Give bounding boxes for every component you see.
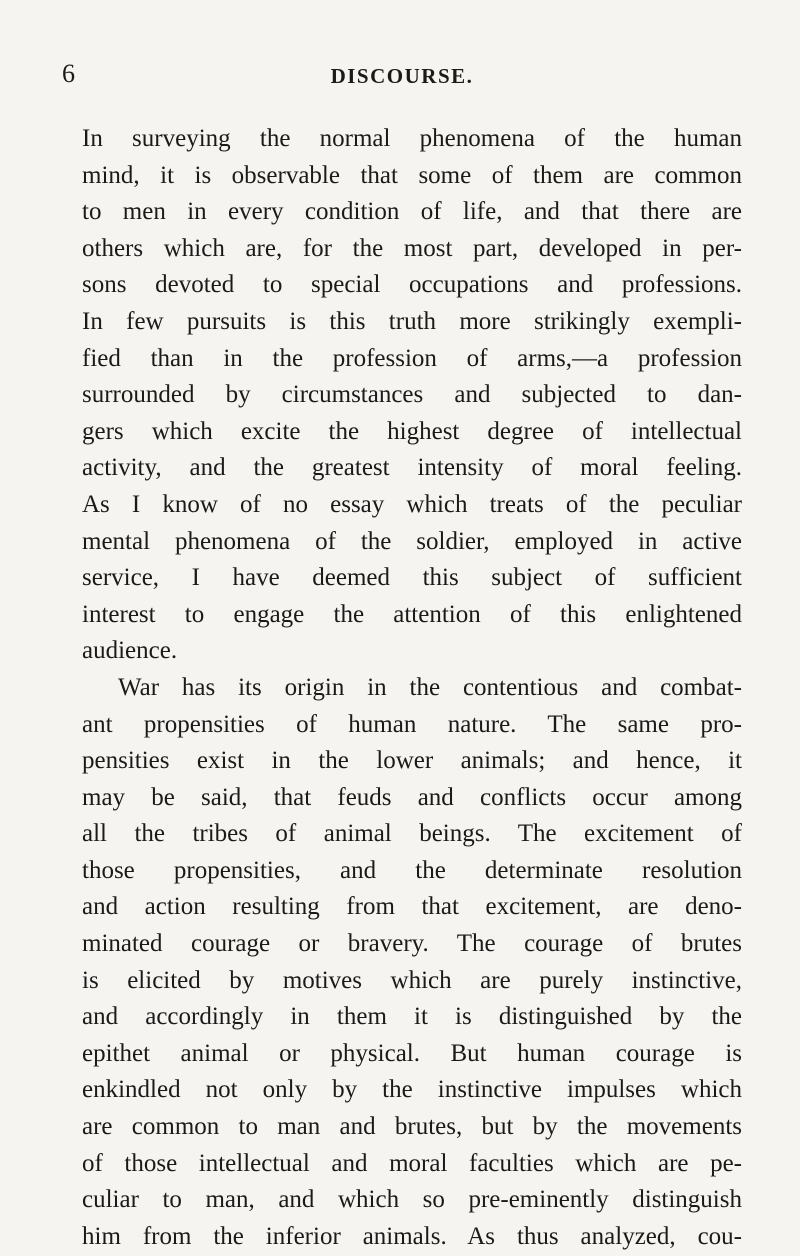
text-line: surrounded by circumstances and subjected to dan- [82, 381, 742, 409]
text-line: are common to man and brutes, but by the movements [82, 1113, 742, 1141]
running-header [62, 60, 742, 96]
text-line: ant propensities of human nature. The same pro- [82, 710, 742, 738]
body-text [82, 121, 742, 1255]
text-line: and action resulting from that excitement, are deno- [82, 893, 742, 921]
text-line: War has its origin in the contentious and combat- [118, 673, 742, 701]
text-line: activity, and the greatest intensity of moral feeling. [82, 454, 742, 482]
text-line: mental phenomena of the soldier, employed in active [82, 527, 742, 555]
text-line: In surveying the normal phenomena of the human [82, 125, 742, 152]
paragraph-1 [82, 121, 742, 670]
text-line: those propensities, and the determinate resolution [82, 856, 742, 884]
text-line: all the tribes of animal beings. The excitement of [82, 820, 742, 848]
text-line: him from the inferior animals. As thus analyzed, cou- [82, 1222, 742, 1250]
text-line: As I know of no essay which treats of the peculiar [82, 490, 742, 518]
paragraph-2 [82, 670, 742, 1256]
text-line: audience. [82, 637, 178, 665]
text-line: mind, it is observable that some of them are common [82, 161, 742, 189]
text-line: epithet animal or physical. But human courage is [82, 1039, 742, 1067]
text-line: service, I have deemed this subject of sufficient [82, 564, 742, 592]
page-number: 6 [62, 59, 75, 88]
text-line: In few pursuits is this truth more strikingly exempli- [82, 307, 742, 335]
text-line: may be said, that feuds and conflicts occur among [82, 783, 742, 811]
text-line: culiar to man, and which so pre-eminently distinguish [82, 1186, 742, 1214]
text-line: pensities exist in the lower animals; and hence, it [82, 747, 742, 775]
text-line: interest to engage the attention of this enlightened [82, 600, 742, 628]
header-title: DISCOURSE. [330, 64, 474, 88]
text-line: enkindled not only by the instinctive impulses which [82, 1076, 742, 1104]
text-line: minated courage or bravery. The courage of brutes [82, 930, 742, 958]
text-line: fied than in the profession of arms,—a profession [82, 344, 742, 372]
text-line: sons devoted to special occupations and professions. [82, 271, 742, 299]
text-line: others which are, for the most part, developed in per- [82, 234, 742, 262]
text-line: to men in every condition of life, and that there are [82, 198, 742, 226]
text-line: of those intellectual and moral faculties which are pe- [82, 1149, 742, 1177]
text-line: is elicited by motives which are purely instinctive, [82, 966, 742, 994]
text-line: gers which excite the highest degree of intellectual [82, 417, 742, 445]
text-line: and accordingly in them it is distinguished by the [82, 1003, 742, 1031]
